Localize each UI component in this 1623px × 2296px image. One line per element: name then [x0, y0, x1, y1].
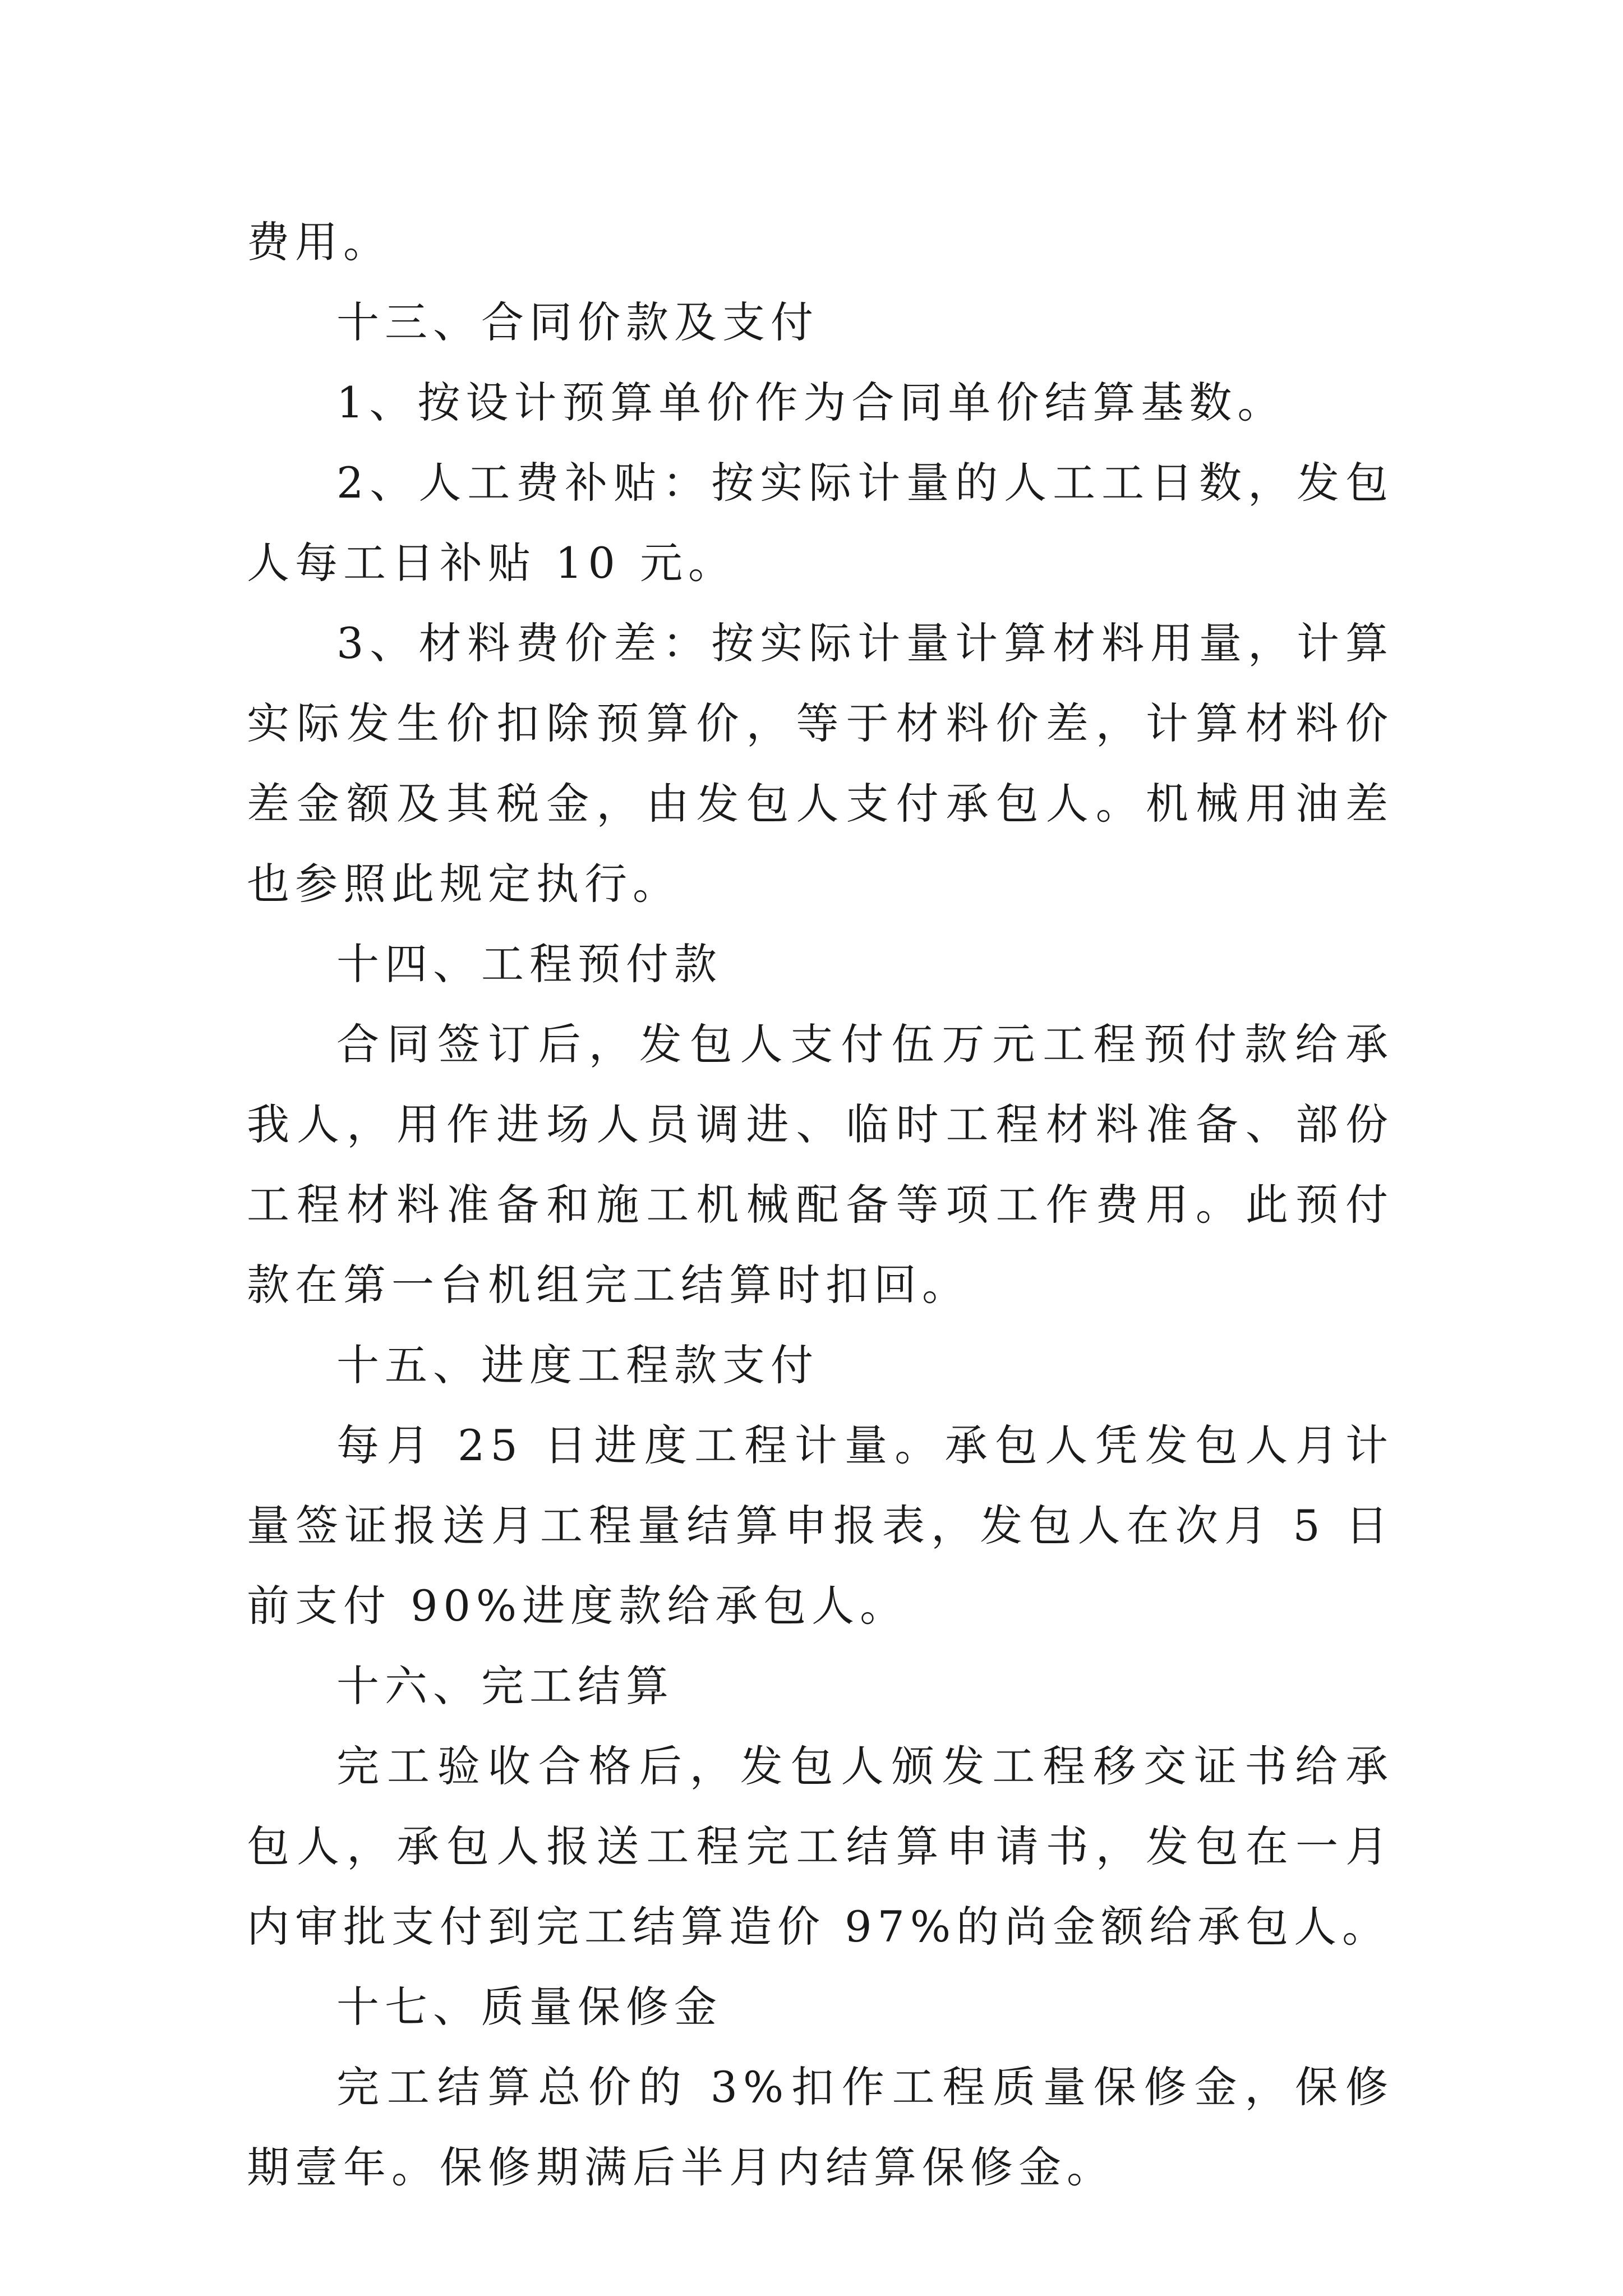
section-heading-13: 十三、合同价款及支付	[336, 297, 819, 347]
section-heading-14: 十四、工程预付款	[336, 939, 722, 989]
section-heading-15: 十五、进度工程款支付	[336, 1340, 819, 1390]
section-heading-17: 十七、质量保修金	[336, 1982, 722, 2032]
section-15-body: 每月 25 日进度工程计量。承包人凭发包人月计量签证报送月工程量结算申报表，发包人在次月 5 日前支付 90%进度款给承包人。	[247, 1420, 1394, 1631]
section-heading-16: 十六、完工结算	[336, 1661, 674, 1711]
clause-13-3: 3、材料费价差：按实际计量计算材料用量，计算实际发生价扣除预算价，等于材料价差，计算材料价差金额及其税金，由发包人支付承包人。机械用油差也参照此规定执行。	[247, 618, 1394, 909]
paragraph-continued: 费用。	[247, 217, 391, 267]
clause-13-2: 2、人工费补贴：按实际计量的人工工日数，发包人每工日补贴 10 元。	[247, 458, 1394, 588]
section-14-body: 合同签订后，发包人支付伍万元工程预付款给承我人，用作进场人员调进、临时工程材料准备、部份工程材料准备和施工机械配备等项工作费用。此预付款在第一台机组完工结算时扣回。	[247, 1019, 1394, 1310]
document-body	[247, 202, 1394, 2207]
clause-13-1: 1、按设计预算单价作为合同单价结算基数。	[336, 378, 1286, 427]
section-17-body: 完工结算总价的 3%扣作工程质量保修金，保修期壹年。保修期满后半月内结算保修金。	[247, 2062, 1394, 2192]
section-16-body: 完工验收合格后，发包人颁发工程移交证书给承包人，承包人报送工程完工结算申请书，发包在一月内审批支付到完工结算造价 97%的尚金额给承包人。	[247, 1741, 1394, 1952]
